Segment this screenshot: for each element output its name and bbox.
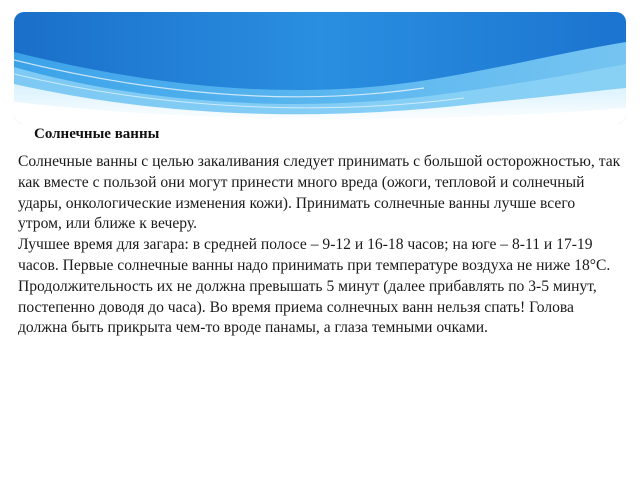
paragraph: Лучшее время для загара: в средней полосе – 9-12 и 16-18 часов; на юге – 8-11 и 17-19 часов. Первые солнечные ванны надо принимать при температуре воздуха не ниже 18°C. Продолжительность их не должна превышать 5 минут (далее прибавлять по 3-5 минут, постепенно доводя до часа). Во время приема солнечных ванн нельзя спать! Голова должна быть прикрыта чем-то вроде панамы, а глаза темными очками. xyxy=(18,236,611,337)
wave-banner-icon xyxy=(14,12,626,124)
paragraph: Солнечные ванны с целью закаливания следует принимать с большой осторожностью, так как вместе с пользой они могут принести много вреда (ожоги, тепловой и солнечный удары, онкологические изменения кожи). Принимать солнечные ванны лучше всего утром, или ближе к вечеру. xyxy=(18,153,621,233)
slide-body xyxy=(18,152,622,339)
slide-heading: Солнечные ванны xyxy=(34,126,160,142)
